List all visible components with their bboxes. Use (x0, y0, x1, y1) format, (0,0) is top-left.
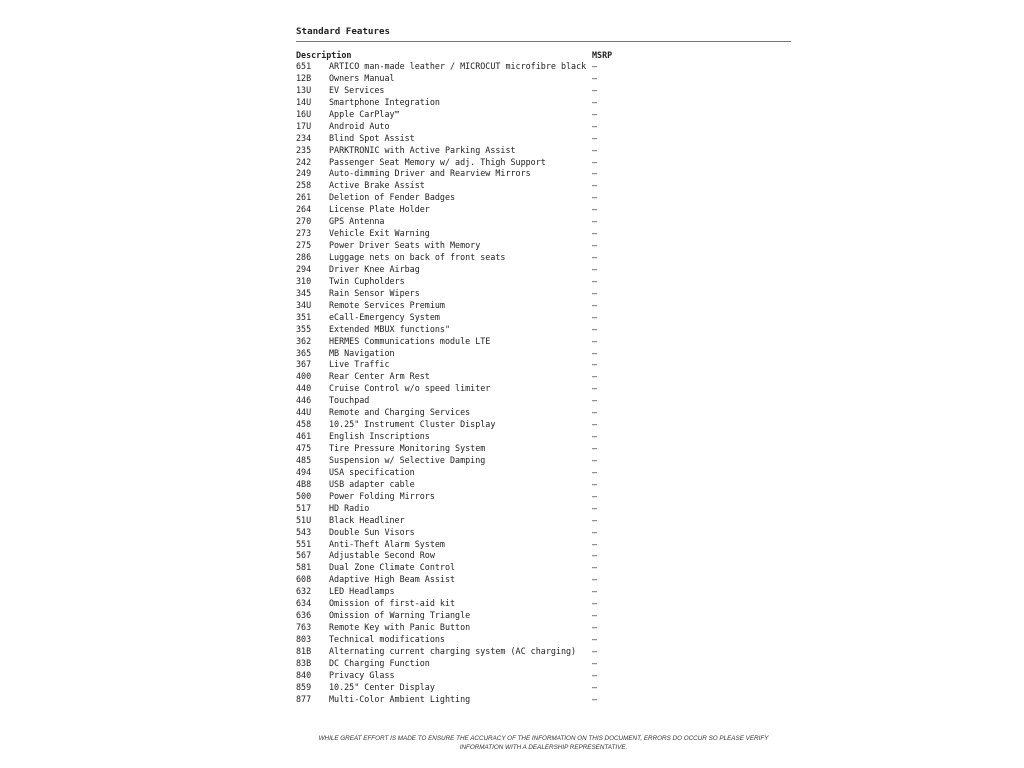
feature-msrp: — (592, 431, 598, 442)
option-code: 458 (296, 419, 312, 430)
table-row (296, 610, 791, 622)
table-row (296, 73, 791, 85)
table-row (296, 503, 791, 515)
feature-description: Remote and Charging Services (329, 407, 471, 418)
description-column-header: Description (296, 50, 352, 60)
feature-description: Rain Sensor Wipers (329, 287, 420, 298)
msrp-column-header: MSRP (592, 50, 613, 60)
feature-msrp: — (592, 168, 598, 179)
feature-description: ARTICO man-made leather / MICROCUT microfibre black (329, 61, 587, 71)
feature-msrp: — (592, 371, 598, 382)
feature-description: Double Sun Visors (329, 526, 415, 537)
option-code: 44U (296, 407, 312, 418)
table-header (296, 49, 791, 61)
feature-msrp: — (592, 72, 598, 83)
table-row (296, 598, 791, 610)
feature-msrp: — (592, 550, 598, 561)
feature-description: MB Navigation (329, 347, 395, 358)
feature-description: USB adapter cable (329, 478, 415, 489)
feature-description: Alternating current charging system (AC charging) (329, 645, 577, 656)
table-row (296, 419, 791, 431)
option-code: 83B (296, 657, 312, 668)
option-code: 551 (296, 538, 312, 549)
feature-msrp: — (592, 419, 598, 430)
option-code: 446 (296, 395, 312, 406)
option-code: 567 (296, 550, 312, 561)
feature-msrp: — (592, 359, 598, 370)
feature-msrp: — (592, 657, 598, 668)
table-row (296, 359, 791, 371)
table-row (296, 694, 791, 706)
feature-msrp: — (592, 204, 598, 215)
table-row (296, 109, 791, 121)
table-row (296, 240, 791, 252)
table-row (296, 491, 791, 503)
feature-description: GPS Antenna (329, 216, 385, 227)
table-row (296, 574, 791, 586)
table-row (296, 467, 791, 479)
option-code: 13U (296, 84, 312, 95)
table-row (296, 634, 791, 646)
section-divider (296, 41, 791, 42)
feature-description: Driver Knee Airbag (329, 263, 420, 274)
feature-msrp: — (592, 669, 598, 680)
feature-msrp: — (592, 466, 598, 477)
table-row (296, 562, 791, 574)
table-row (296, 324, 791, 336)
table-row (296, 276, 791, 288)
option-code: 651 (296, 61, 312, 71)
feature-msrp: — (592, 562, 598, 573)
option-code: 51U (296, 514, 312, 525)
feature-msrp: — (592, 108, 598, 119)
option-code: 17U (296, 120, 312, 131)
feature-description: Deletion of Fender Badges (329, 192, 456, 203)
option-code: 258 (296, 180, 312, 191)
table-row (296, 479, 791, 491)
feature-msrp: — (592, 335, 598, 346)
feature-description: EV Services (329, 84, 385, 95)
table-row (296, 586, 791, 598)
table-row (296, 658, 791, 670)
feature-description: HERMES Communications module LTE (329, 335, 491, 346)
feature-description: Passenger Seat Memory w/ adj. Thigh Support (329, 156, 546, 167)
feature-description: Touchpad (329, 395, 370, 406)
feature-msrp: — (592, 526, 598, 537)
table-row (296, 371, 791, 383)
table-row (296, 431, 791, 443)
option-code: 351 (296, 311, 312, 322)
table-row (296, 348, 791, 360)
section-title: Standard Features (296, 26, 391, 37)
feature-description: Rear Center Arm Rest (329, 371, 430, 382)
feature-msrp: — (592, 514, 598, 525)
feature-description: Remote Key with Panic Button (329, 622, 471, 633)
feature-msrp: — (592, 407, 598, 418)
option-code: 485 (296, 454, 312, 465)
option-code: 345 (296, 287, 312, 298)
option-code: 763 (296, 622, 312, 633)
option-code: 877 (296, 693, 312, 704)
feature-msrp: — (592, 216, 598, 227)
table-row (296, 133, 791, 145)
feature-msrp: — (592, 610, 598, 621)
feature-description: DC Charging Function (329, 657, 430, 668)
table-row (296, 97, 791, 109)
table-row (296, 157, 791, 169)
feature-msrp: — (592, 228, 598, 239)
option-code: 249 (296, 168, 312, 179)
feature-description: 10.25" Instrument Cluster Display (329, 419, 496, 430)
option-code: 608 (296, 574, 312, 585)
feature-msrp: — (592, 574, 598, 585)
feature-msrp: — (592, 383, 598, 394)
option-code: 261 (296, 192, 312, 203)
feature-msrp: — (592, 299, 598, 310)
feature-description: PARKTRONIC with Active Parking Assist (329, 144, 516, 155)
feature-msrp: — (592, 311, 598, 322)
feature-list (296, 61, 791, 706)
table-row (296, 288, 791, 300)
feature-msrp: — (592, 693, 598, 704)
option-code: 494 (296, 466, 312, 477)
option-code: 270 (296, 216, 312, 227)
feature-description: Tire Pressure Monitoring System (329, 443, 486, 453)
table-row (296, 539, 791, 551)
table-row (296, 336, 791, 348)
feature-msrp: — (592, 586, 598, 597)
table-row (296, 85, 791, 97)
option-code: 461 (296, 431, 312, 442)
table-row (296, 300, 791, 312)
table-row (296, 443, 791, 455)
table-row (296, 550, 791, 562)
feature-description: Blind Spot Assist (329, 132, 415, 143)
feature-msrp: — (592, 622, 598, 633)
table-row (296, 395, 791, 407)
table-row (296, 312, 791, 324)
table-row (296, 216, 791, 228)
option-code: 365 (296, 347, 312, 358)
option-code: 517 (296, 502, 312, 513)
table-row (296, 145, 791, 157)
feature-msrp: — (592, 395, 598, 406)
feature-description: Live Traffic (329, 359, 390, 370)
table-row (296, 670, 791, 682)
option-code: 355 (296, 323, 312, 334)
feature-description: English Inscriptions (329, 431, 430, 442)
option-code: 242 (296, 156, 312, 167)
feature-description: Owners Manual (329, 72, 395, 83)
feature-description: 10.25" Center Display (329, 681, 435, 692)
option-code: 4B8 (296, 478, 312, 489)
feature-msrp: — (592, 490, 598, 501)
feature-description: Technical modifications (329, 634, 445, 644)
feature-description: Vehicle Exit Warning (329, 228, 430, 239)
feature-description: Remote Services Premium (329, 299, 445, 310)
table-row (296, 682, 791, 694)
feature-description: Adaptive High Beam Assist (329, 574, 456, 585)
feature-msrp: — (592, 61, 598, 71)
option-code: 234 (296, 132, 312, 143)
table-row (296, 646, 791, 658)
table-row (296, 180, 791, 192)
feature-description: Suspension w/ Selective Damping (329, 454, 486, 465)
accuracy-disclaimer: WHILE GREAT EFFORT IS MADE TO ENSURE THE ACCURACY OF THE INFORMATION ON THIS DOCUMENT, ERRORS DO OCCUR SO PLEASE VERIFY INFORMATION WITH A DEALERSHIP REPRESENTATIVE. (318, 735, 769, 751)
feature-description: Power Driver Seats with Memory (329, 240, 481, 251)
feature-msrp: — (592, 323, 598, 334)
feature-description: Cruise Control w/o speed limiter (329, 383, 491, 394)
option-code: 400 (296, 371, 312, 382)
option-code: 286 (296, 252, 312, 262)
feature-description: LED Headlamps (329, 586, 395, 597)
option-code: 636 (296, 610, 312, 621)
option-code: 803 (296, 634, 312, 644)
feature-msrp: — (592, 144, 598, 155)
option-code: 275 (296, 240, 312, 251)
table-row (296, 264, 791, 276)
feature-msrp: — (592, 192, 598, 203)
feature-description: Privacy Glass (329, 669, 395, 680)
feature-msrp: — (592, 454, 598, 465)
option-code: 440 (296, 383, 312, 394)
table-row (296, 383, 791, 395)
table-row (296, 515, 791, 527)
feature-msrp: — (592, 478, 598, 489)
feature-description: HD Radio (329, 502, 370, 513)
feature-msrp: — (592, 275, 598, 286)
feature-description: Auto-dimming Driver and Rearview Mirrors (329, 168, 531, 179)
feature-description: Luggage nets on back of front seats (329, 252, 506, 262)
feature-description: Apple CarPlay™ (329, 108, 400, 119)
feature-msrp: — (592, 132, 598, 143)
feature-msrp: — (592, 180, 598, 191)
feature-msrp: — (592, 347, 598, 358)
option-code: 500 (296, 490, 312, 501)
table-row (296, 622, 791, 634)
table-row (296, 527, 791, 539)
feature-msrp: — (592, 263, 598, 274)
option-code: 632 (296, 586, 312, 597)
table-row (296, 61, 791, 73)
feature-msrp: — (592, 240, 598, 251)
feature-msrp: — (592, 252, 598, 262)
feature-description: Smartphone Integration (329, 96, 440, 107)
standard-features-section (296, 25, 791, 706)
option-code: 12B (296, 72, 312, 83)
feature-msrp: — (592, 502, 598, 513)
feature-description: Twin Cupholders (329, 275, 405, 286)
feature-description: Active Brake Assist (329, 180, 425, 191)
feature-description: Omission of first-aid kit (329, 598, 456, 609)
option-code: 367 (296, 359, 312, 370)
option-code: 14U (296, 96, 312, 107)
feature-description: Omission of Warning Triangle (329, 610, 471, 621)
option-code: 34U (296, 299, 312, 310)
feature-msrp: — (592, 120, 598, 131)
feature-msrp: — (592, 443, 598, 453)
feature-msrp: — (592, 287, 598, 298)
feature-msrp: — (592, 156, 598, 167)
table-row (296, 228, 791, 240)
table-row (296, 168, 791, 180)
feature-description: Power Folding Mirrors (329, 490, 435, 501)
option-code: 581 (296, 562, 312, 573)
feature-msrp: — (592, 645, 598, 656)
option-code: 235 (296, 144, 312, 155)
option-code: 310 (296, 275, 312, 286)
table-row (296, 252, 791, 264)
feature-description: eCall-Emergency System (329, 311, 440, 322)
option-code: 81B (296, 645, 312, 656)
feature-description: Dual Zone Climate Control (329, 562, 456, 573)
feature-description: USA specification (329, 466, 415, 477)
feature-msrp: — (592, 681, 598, 692)
option-code: 859 (296, 681, 312, 692)
option-code: 16U (296, 108, 312, 119)
feature-msrp: — (592, 96, 598, 107)
feature-msrp: — (592, 538, 598, 549)
feature-msrp: — (592, 634, 598, 644)
table-row (296, 407, 791, 419)
feature-description: Anti-Theft Alarm System (329, 538, 445, 549)
feature-description: Adjustable Second Row (329, 550, 435, 561)
option-code: 475 (296, 443, 312, 453)
option-code: 264 (296, 204, 312, 215)
option-code: 543 (296, 526, 312, 537)
feature-msrp: — (592, 598, 598, 609)
option-code: 634 (296, 598, 312, 609)
feature-msrp: — (592, 84, 598, 95)
feature-description: License Plate Holder (329, 204, 430, 215)
option-code: 362 (296, 335, 312, 346)
table-row (296, 192, 791, 204)
option-code: 840 (296, 669, 312, 680)
option-code: 273 (296, 228, 312, 239)
table-row (296, 204, 791, 216)
feature-description: Black Headliner (329, 514, 405, 525)
feature-description: Android Auto (329, 120, 390, 131)
option-code: 294 (296, 263, 312, 274)
table-row (296, 455, 791, 467)
feature-description: Extended MBUX functions" (329, 323, 451, 334)
feature-description: Multi-Color Ambient Lighting (329, 693, 471, 704)
table-row (296, 121, 791, 133)
